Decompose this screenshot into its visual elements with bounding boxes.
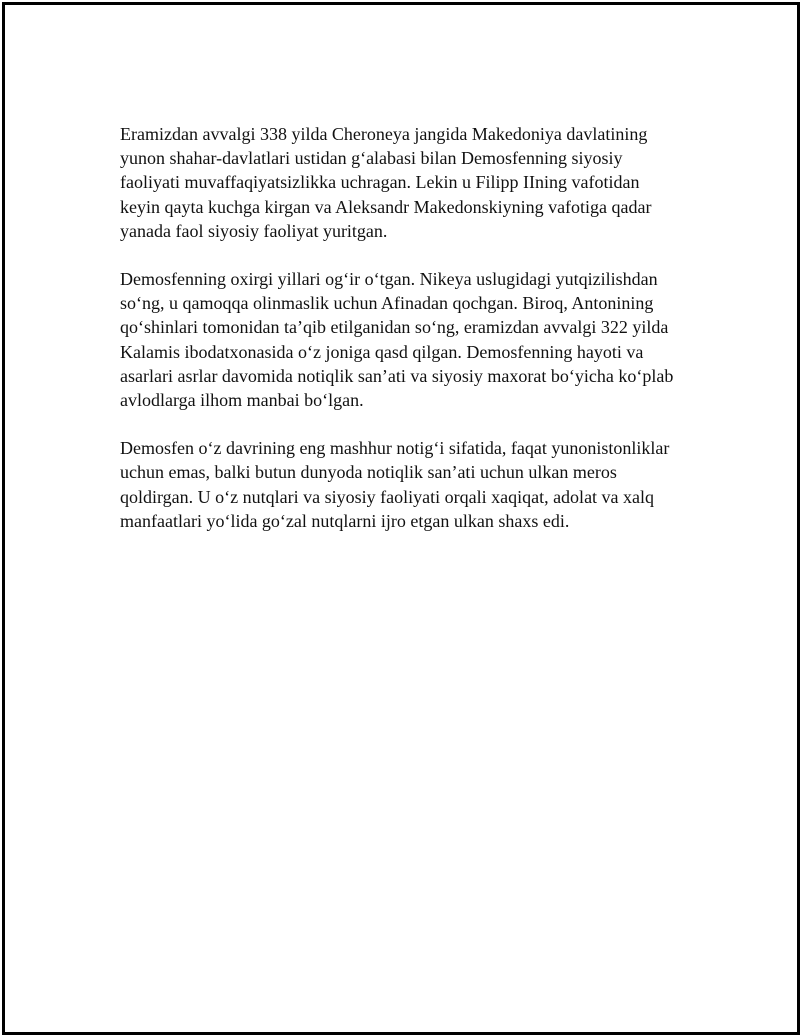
page-frame <box>2 2 800 1035</box>
paragraph-3: Demosfen oʻz davrining eng mashhur notigʻi sifatida, faqat yunonistonliklar uchun emas, balki butun dunyoda notiqlik sanʼati uchun ulkan meros qoldirgan. U oʻz nutqlari va siyosiy faoliyati orqali xaqiqat, adolat va xalq manfaatlari yoʻlida goʻzal nutqlarni ijro etgan ulkan shaxs edi. <box>120 438 670 531</box>
paragraph-2: Demosfenning oxirgi yillari ogʻir oʻtgan. Nikeya uslugidagi yutqizilishdan soʻng, u qamoqqa olinmaslik uchun Afinadan qochgan. Biroq, Antonining qoʻshinlari tomonidan taʼqib etilganidan soʻng, eramizdan avvalgi 322 yilda Kalamis ibodatxonasida oʻz joniga qasd qilgan. Demosfenning hayoti va asarlari asrlar davomida notiqlik sanʼati va siyosiy maxorat boʻyicha koʻplab avlodlarga ilhom manbai boʻlgan. <box>120 269 674 411</box>
document-body <box>120 122 710 557</box>
paragraph-1: Eramizdan avvalgi 338 yilda Cheroneya jangida Makedoniya davlatining yunon shahar-davlatlari ustidan gʻalabasi bilan Demosfenning siyosiy faoliyati muvaffaqiyatsizlikka uchragan. Lekin u Filipp IIning vafotidan keyin qayta kuchga kirgan va Aleksandr Makedonskiyning vafotiga qadar yanada faol siyosiy faoliyat yuritgan. <box>120 124 652 241</box>
